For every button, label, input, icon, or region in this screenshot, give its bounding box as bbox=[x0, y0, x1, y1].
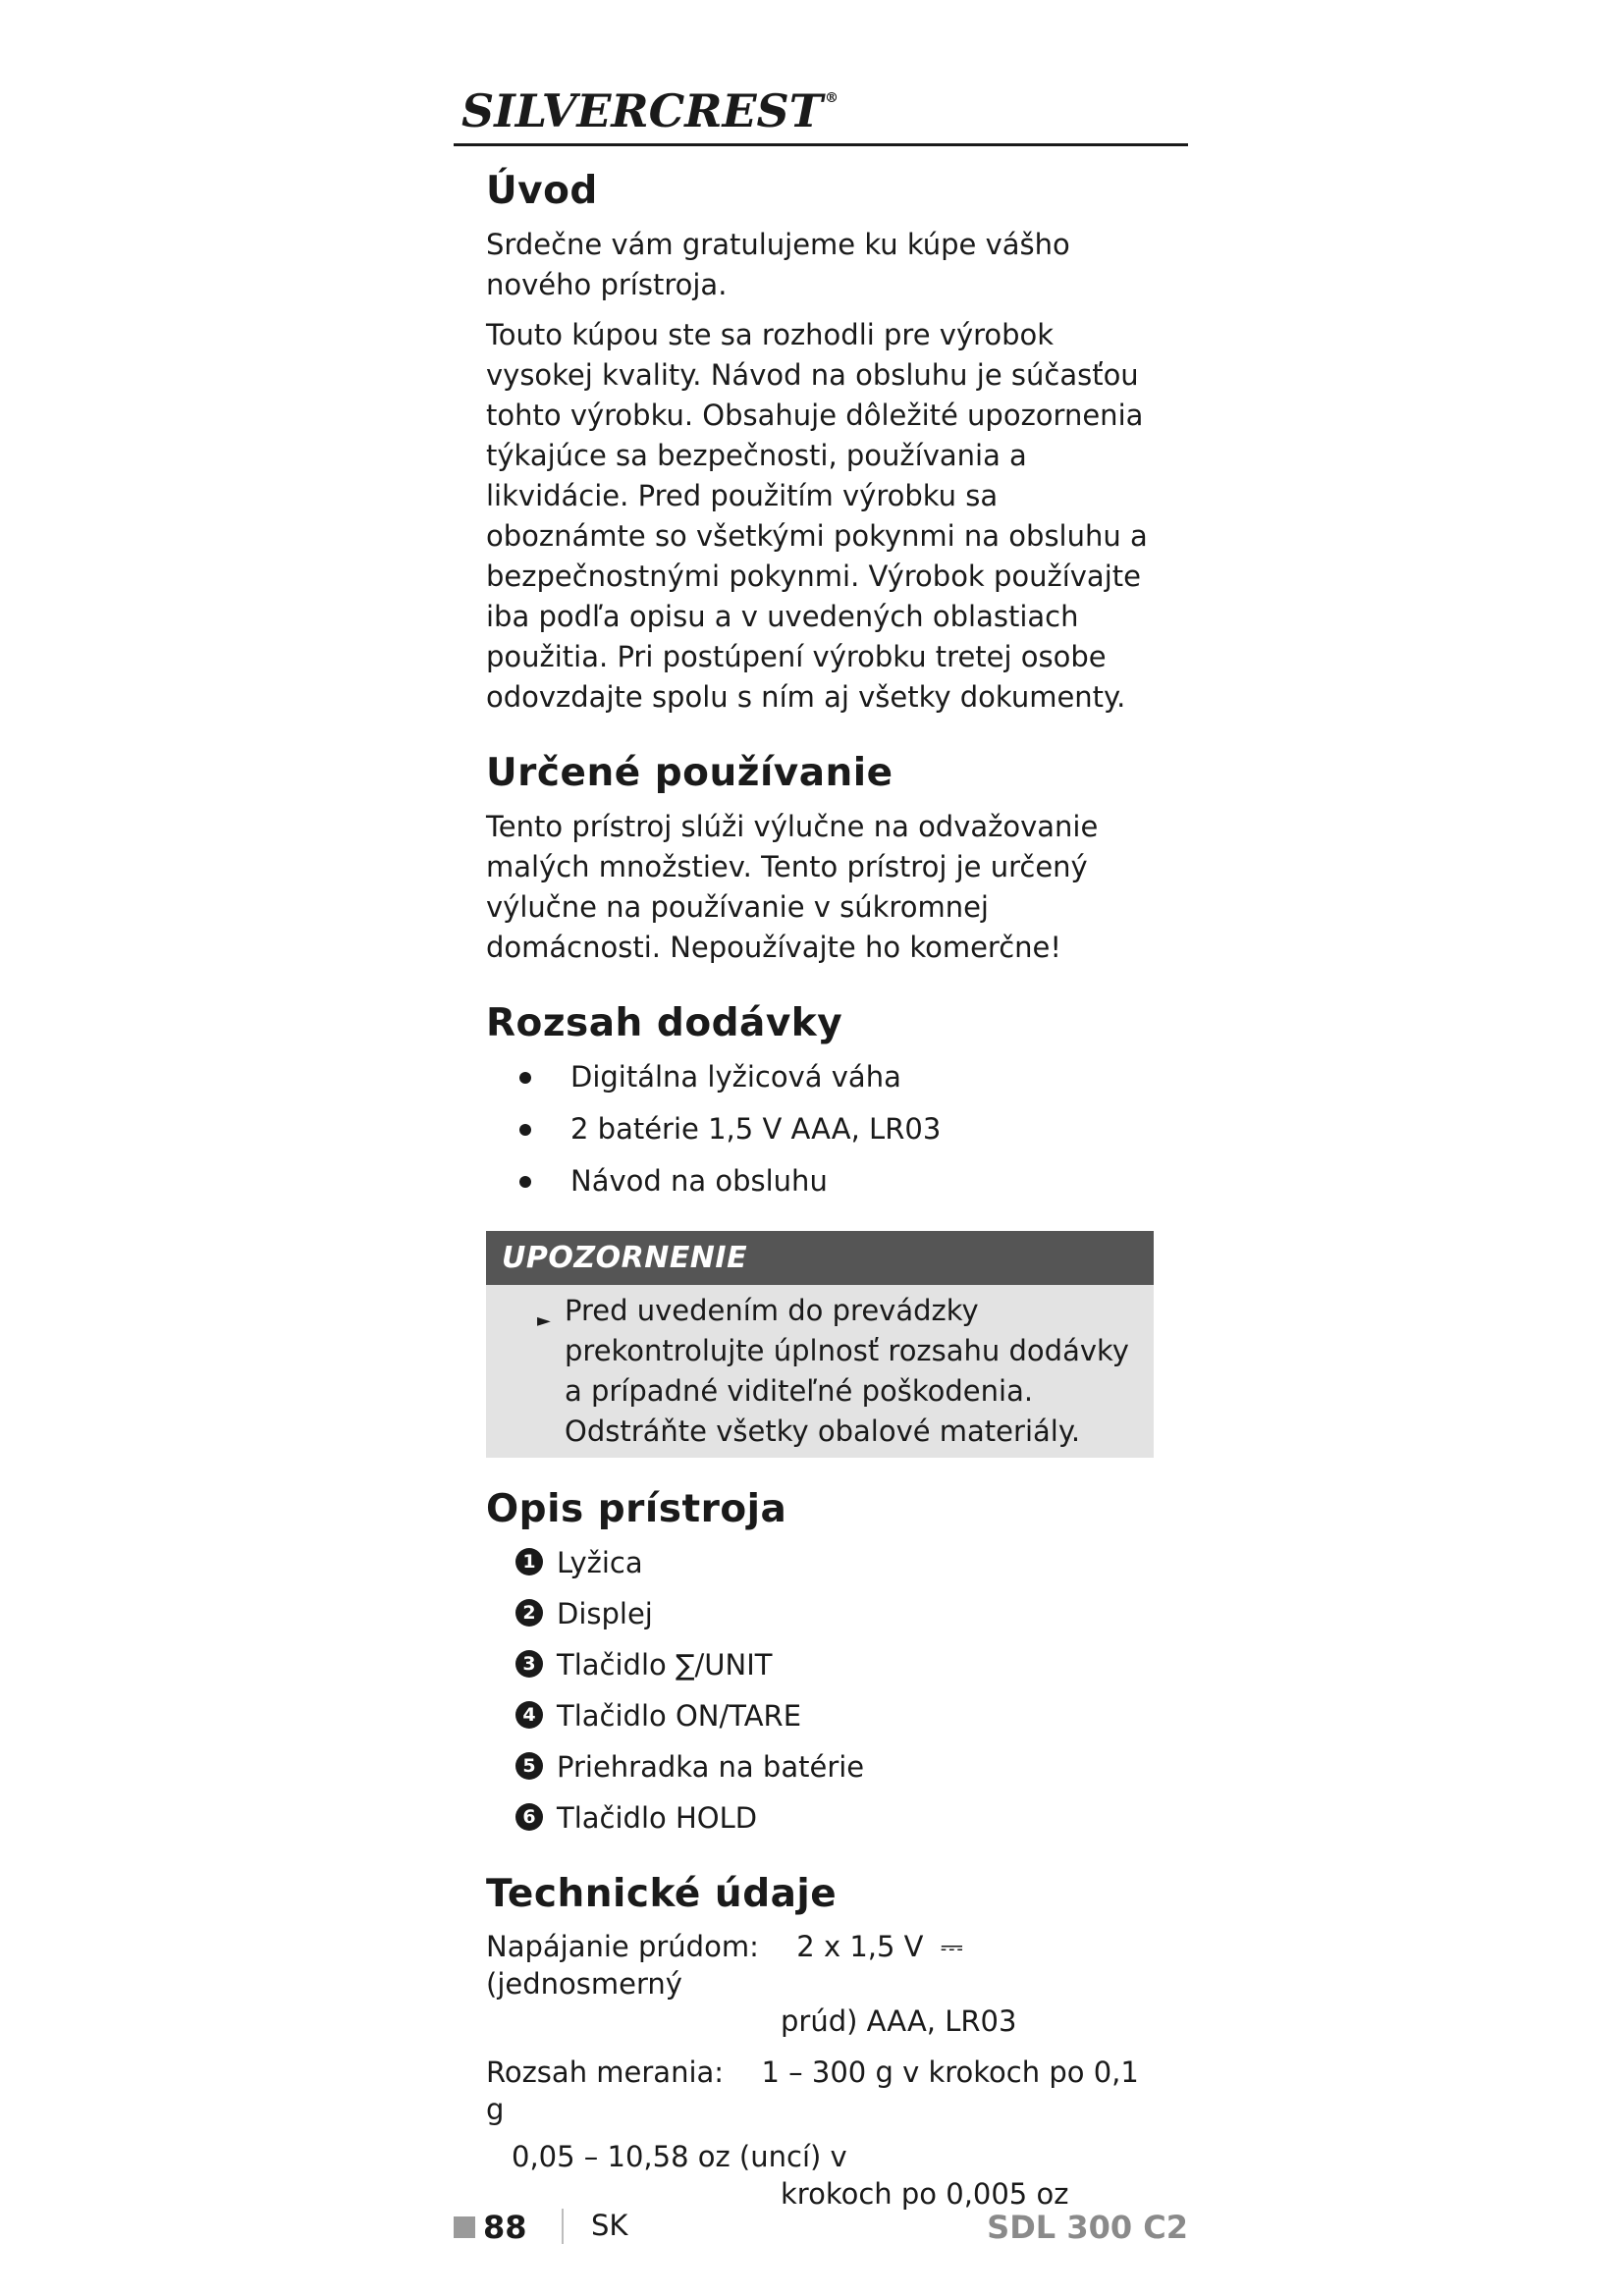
dc-symbol-icon: ⎓ bbox=[940, 1930, 963, 1963]
language-code: SK bbox=[591, 2209, 628, 2242]
heading-urcene-pouzivanie: Určené používanie bbox=[486, 751, 893, 795]
list-item: 6 Tlačidlo HOLD bbox=[486, 1798, 1164, 1839]
paragraph: Srdečne vám gratulujeme ku kúpe vášho nového prístroja. bbox=[486, 228, 1070, 301]
spec-power-row-cont bbox=[486, 2002, 1164, 2040]
spec-label: Rozsah merania: bbox=[486, 2056, 725, 2089]
heading-technicke-udaje: Technické údaje bbox=[486, 1872, 838, 1916]
section-rozsah-dodavky bbox=[486, 1001, 1164, 1201]
warning-text: Pred uvedením do prevádzky prekontrolujte úplnosť rozsahu dodávky a prípadné viditeľné poškodenia. Odstráňte všetky obalové materiály. bbox=[565, 1294, 1129, 1448]
spec-value: (jednosmerný bbox=[486, 1967, 682, 2001]
arrow-right-icon: ► bbox=[537, 1310, 551, 1331]
bullet-icon bbox=[519, 1072, 531, 1084]
spec-value: 1 – 300 g v krokoch po 0,1 g bbox=[486, 2056, 1139, 2126]
warning-body bbox=[486, 1285, 1154, 1458]
list-item: 5 Priehradka na batérie bbox=[486, 1747, 1164, 1788]
square-icon bbox=[454, 2216, 475, 2238]
list-item: 3 Tlačidlo ∑/UNIT bbox=[486, 1645, 1164, 1685]
number-badge-icon: 6 bbox=[515, 1803, 543, 1831]
spec-range-row bbox=[486, 2054, 1164, 2128]
paragraph: Touto kúpou ste sa rozhodli pre výrobok vysokej kvality. Návod na obsluhu je súčasťou tohto výrobku. Obsahuje dôležité upozornenia týkajúce sa bezpečnosti, používania a likvidácie. Pred použitím výrobku sa oboznámte so všetkými pokynmi na obsluhu a bezpečnostnými pokynmi. Výrobok používajte iba podľa opisu a v uvedených oblastiach použitia. Pri postúpení výrobku tretej osobe odovzdajte spolu s ním aj všetky dokumenty. bbox=[486, 318, 1148, 714]
warning-box bbox=[486, 1231, 1154, 1458]
section-uvod bbox=[486, 169, 1164, 718]
number-badge-icon: 5 bbox=[515, 1752, 543, 1780]
spec-value: prúd) AAA, LR03 bbox=[781, 2004, 1017, 2038]
heading-uvod: Úvod bbox=[486, 169, 598, 213]
number-badge-icon: 1 bbox=[515, 1548, 543, 1575]
heading-rozsah-dodavky: Rozsah dodávky bbox=[486, 1001, 843, 1045]
list-item: 1 Lyžica bbox=[486, 1543, 1164, 1583]
heading-opis-pristroja: Opis prístroja bbox=[486, 1487, 787, 1531]
spec-range-row-cont bbox=[486, 2138, 1164, 2175]
list-item: Návod na obsluhu bbox=[486, 1161, 1164, 1201]
bullet-icon bbox=[519, 1176, 531, 1188]
paragraph: Tento prístroj slúži výlučne na odvažovanie malých množstiev. Tento prístroj je určený výlučne na používanie v súkromnej domácnosti. Nepoužívajte ho komerčne! bbox=[486, 810, 1099, 964]
page-number: 88 bbox=[483, 2209, 527, 2246]
spec-value: krokoch po 0,005 oz bbox=[781, 2177, 1069, 2211]
header-rule bbox=[454, 143, 1188, 146]
spec-power-row bbox=[486, 1928, 1164, 2002]
page-footer bbox=[454, 2209, 1188, 2252]
parts-list bbox=[486, 1543, 1164, 1839]
bullet-icon bbox=[519, 1124, 531, 1136]
spec-value: 2 x 1,5 V bbox=[796, 1930, 924, 1963]
list-item: Digitálna lyžicová váha bbox=[486, 1057, 1164, 1097]
model-number: SDL 300 C2 bbox=[987, 2209, 1188, 2246]
number-badge-icon: 2 bbox=[515, 1599, 543, 1627]
list-item: 2 Displej bbox=[486, 1594, 1164, 1634]
page-content bbox=[486, 169, 1164, 2246]
spec-label: Napájanie prúdom: bbox=[486, 1930, 759, 1963]
warning-title: UPOZORNENIE bbox=[486, 1231, 1154, 1285]
divider bbox=[562, 2209, 564, 2244]
list-item: 4 Tlačidlo ON/TARE bbox=[486, 1696, 1164, 1736]
section-technicke-udaje bbox=[486, 1872, 1164, 2213]
number-badge-icon: 4 bbox=[515, 1701, 543, 1729]
spec-range-row-cont bbox=[486, 2175, 1164, 2213]
section-opis-pristroja bbox=[486, 1487, 1164, 1839]
silvercrest-logo: SILVERCREST ® bbox=[461, 84, 839, 137]
spec-value: 0,05 – 10,58 oz (uncí) v bbox=[512, 2140, 847, 2173]
list-item: 2 batérie 1,5 V AAA, LR03 bbox=[486, 1109, 1164, 1149]
section-urcene-pouzivanie bbox=[486, 751, 1164, 968]
delivery-list bbox=[486, 1057, 1164, 1201]
number-badge-icon: 3 bbox=[515, 1650, 543, 1678]
